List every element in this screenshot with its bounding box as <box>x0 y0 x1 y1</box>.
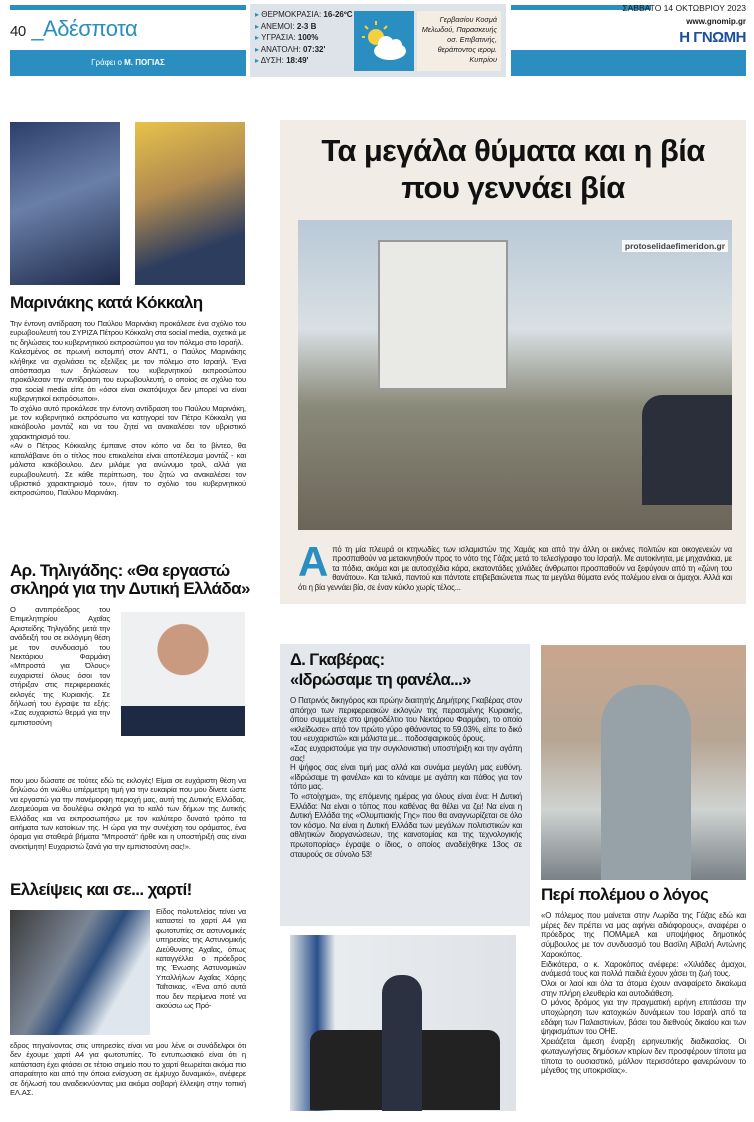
weather-box <box>250 4 506 77</box>
article-gkaveras: Ο Πατρινός δικηγόρος και πρώην διαιτητής Δημήτρης Γκαβέρας στον απόηχο των περιφερειακών εκλογών της περασμένης Κυριακής, όπου συμμετείχε στο ψηφοδέλτιο του Νεκτάριου Φαρμάκη, το οποίο «κλείδωσε» από τον πρώτο γύρο φθάνοντας το 59.03%, είπε το δικό του «ευχαριστώ» και μάλιστα με... ποδοσφαιρικούς όρους. «Σας ευχαριστούμε για την συγκλονιστική υποστήριξη και την αγάπη σας! Η ψήφος σας είναι τιμή μας αλλά και συνάμα μεγάλη μας ευθύνη. «Ιδρώσαμε τη φανέλα» και το κάναμε με αγάπη και πάθος για τον τόπο μας. Το «στοίχημα», της επόμενης ημέρας για όλους είναι ένα: Η Δυτική Ελλάδα: Να είναι ο τόπος που καθένας θα θέλει να ζει! Να είναι η Δυτική Ελλάδα της «Ολυμπιακής Γης» που θα αναγνωρίζεται σε όλο τον κόσμο. Να είναι η Δυτική Ελλάδα των μεγάλων πολιτιστικών και αθλητικών διοργανώσεων, της καινοτομίας και της τεχνολογικής πρωτοπορίας» έγραψε ο ίδιος, ο οποίος αναδείχθηκε 13ος σε σταυρούς σε σύνολο 53! <box>290 696 522 859</box>
article-paper-rest: εδρος πηγαίνοντας στις υπηρεσίες είναι να μου λένε οι συνάδελφοι ότι δεν έχουμε χαρτί Α4 για φωτοτυπίες. Το εντυπωσιακό είναι ότι η κατάσταση έχει φτάσει σε τέτοιο σημείο που το χαρτί θεωρείται ακόμα πιο απαραίτητο και από την όποια ενίσχυση σε έμψυχο δυναμικό», ανέφερε σε δήλωσή του αναδεικνύοντας μια ακόμα σοβαρή έλλειψη στην τοπική ΕΛ.ΑΣ. <box>10 1041 246 1098</box>
photo-tiligadis <box>121 612 245 736</box>
lead-text: Από τη μία πλευρά οι κτηνωδίες των ισλαμιστών της Χαμάς και από την άλλη οι εικόνες πολιτών και οικογενειών να προσπαθούν να μετακινηθούν προς το νότο της Γάζας μετά το τελεσίγραφο του Ισραήλ. Με αυτοκίνητα, με μηχανάκια, με τα πόδια, ακόμα και με αυτοσχέδια κάρα, εκατοντάδες χιλιάδες άνθρωποι προσπαθούν να ξεφύγουν από τη «ζώνη του θανάτου». Και τελικά, παντού και πάντοτε επιβεβαιώνεται πως τα μεγάλα θύματα ενός πολέμου είναι οι άμαχοι. Αλλά και ότι η βία γεννάει βία, σε έναν κύκλο χωρίς τέλος... <box>298 538 732 592</box>
weather-list <box>255 9 353 67</box>
headline-gkaveras: Δ. Γκαβέρας: «Ιδρώσαμε τη φανέλα...» <box>290 651 471 689</box>
photo-credit: protoselidaefimeridon.gr <box>622 240 728 252</box>
dropcap: Α <box>298 538 329 585</box>
gkaveras-box <box>280 644 530 926</box>
photo-gkaveras <box>290 935 516 1111</box>
section-title <box>10 16 137 42</box>
article-war: «Ο πόλεμος που μαίνεται στην Λωρίδα της Γάζας εδώ και μέρες δεν πρέπει να μας αφήνει αδιάφορους», αναφέρει ο πρόεδρος της ΠΟΜΑμεΑ και υποψήφιος δημοτικός σύμβουλος με τον συνδυασμό του Βασίλη Αϊβαλή Αντώνης Χαροκόπος. Ειδικότερα, ο κ. Χαροκόπος ανέφερε: «Χιλιάδες άμαχοι, ανάμεσά τους και πολλά παιδιά έχουν χάσει τη ζωή τους. Όλοι οι λαοί και όλα τα άτομα έχουν αναφαίρετο δικαίωμα στην πλήρη ελευθερία και αυτοδιάθεση. Ο μόνος δρόμος για την πραγματική ειρήνη επιτάσσει την υποχώρηση των κατοχικών δυνάμεων του Ισραήλ από τα εδάφη των Παλαιστινίων, βάσει του διεθνούς δικαίου και των ψηφισμάτων του ΟΗΕ. Χρειάζεται άμεση έναρξη ειρηνευτικής διαδικασίας. Οι φωταγωγήσεις δημόσιων κτιρίων δεν προσφέρουν τίποτα μα τίποτα το ουσιαστικό, μάλλον περισσότερο φανερώνουν το μέγεθος της υποκρισίας». <box>541 911 746 1076</box>
person-shape <box>601 685 691 880</box>
header-rule <box>10 5 246 10</box>
weather-temp: ▸ ΘΕΡΜΟΚΡΑΣΙΑ: 16-26ºC <box>255 9 353 21</box>
newspaper-logo: Η ΓΝΩΜΗ <box>679 29 746 46</box>
photo-kokkalis <box>135 122 245 285</box>
byline-author: Μ. ΠΟΓΙΑΣ <box>124 58 165 67</box>
article-marinakis: Την έντονη αντίδραση του Παύλου Μαρινάκη προκάλεσε ένα σχόλιο του ευρωβουλευτή του ΣΥΡΙΖΑ Πέτρου Κόκκαλη στα social media, σχετικά με τις δηλώσεις του κυβερνητικού εκπροσώπου για τον πόλεμο στο Ισραήλ. Καλεσμένος σε πρωινή εκπομπή στον ΑΝΤ1, ο Παύλος Μαρινάκης κλήθηκε να σχολιάσει τις εξελίξεις με τον πόλεμο στο Ισραήλ. Ένα απόσπασμα των δηλώσεων του κυβερνητικού εκπροσώπου προκάλεσαν την αντίδραση του ευρωβουλευτή, ο οποίος σε σχόλιο του στα social media είπε ότι «όσοι είναι σκατόψυχοι δεν μπορεί να είναι κυβερνητικοί εκπρόσωποι». Το σχόλιο αυτό προκάλεσε την έντονη αντίδραση του Παύλου Μαρινάκη, με τον κυβερνητικό εκπρόσωπο να κατηγορεί τον Πέτρο Κόκκαλη για κακόβουλο μοντάζ και να του ζητεί να ανακαλέσει τον υβριστικό χαρακτηρισμό του. «Αν ο Πέτρος Κόκκαλης έμπαινε στον κόπο να δει το βίντεο, θα καταλάβαινε ότι ο τίτλος που επικαλείται είναι αποτέλεσμα μοντάζ - και μάλιστα κακόβουλου. Δεν μιλάμε για ανώνυμο τρολ, αλλά για ευρωβουλευτή. Σε κάθε περίπτωση, του ζητώ να ανακαλέσει τον υβριστικό χαρακτηρισμό του», ήταν το σχόλιο του κυβερνητικού εκπροσώπου, Παύλου Μαρινάκη. <box>10 319 246 498</box>
photo-charokopos <box>541 645 746 880</box>
weather-sunset: ▸ ΔΥΣΗ: 18:49' <box>255 55 353 67</box>
website: www.gnomip.gr <box>686 17 746 26</box>
photo-photocopier <box>10 910 150 1035</box>
lead-story-box <box>280 120 746 604</box>
headline-paper: Ελλείψεις και σε... χαρτί! <box>10 880 192 899</box>
partly-cloudy-icon <box>354 11 414 71</box>
byline-band <box>10 50 246 76</box>
page-number: 40 <box>10 23 26 40</box>
car-shape <box>642 395 732 505</box>
headline-war: Περί πολέμου ο λόγος <box>541 885 709 904</box>
weather-wind: ▸ ΑΝΕΜΟΙ: 2-3 B <box>255 21 353 33</box>
saints-of-day: Γερβασίου Κοσμά Μελωδού, Παρασκευής οσ. Επιβατινής, θεράποντος ιερομ. Κυπρίου <box>417 11 501 71</box>
photo-gaza-evacuation <box>298 220 732 530</box>
issue-date: ΣΑΒΒΑΤΟ 14 ΟΚΤΩΒΡΙΟΥ 2023 <box>622 3 746 13</box>
section-name: _Αδέσποτα <box>31 16 138 41</box>
person-shape <box>382 975 422 1111</box>
article-tiligadis-rest: που μου δώσατε σε τούτες εδώ τις εκλογές! Είμαι σε ευχάριστη θέση να δηλώσω ότι νιώθω υπέρμετρη τιμή για την ευκαιρία που μου δίνετε ώστε να εργαστώ για την πανέμορφη περιοχή μας, αυτή της Δυτικής Ελλάδας. Δεσμεύομαι να δουλέψω σκληρά για το καλό των δήμων της Δυτικής Ελλάδας και να εκπροσωπήσω με τον καλύτερο δυνατό τρόπο τα αιτήματα των κατοίκων της. Η ώρα για την συνέχιση του οράματος, ένα όραμα για σταθερά βήματα "Μπροστά" ήρθε και η υποστήριξή σας είναι ανεκτίμητη! Ευχαριστώ ξανά για την εμπιστοσύνη σας!». <box>10 776 246 851</box>
lead-headline: Τα μεγάλα θύματα και η βία που γεννάει βία <box>321 133 705 205</box>
article-tiligadis-intro: Ο αντιπρόεδρος του Επιμελητηρίου Αχαΐας Αριστείδης Τηλιγάδης μετά την ανάδειξή του σε εκλόγιμη θέση με τον συνδυασμό του Νεκτάριου Φαρμάκη «Μπροστά για Όλους» ευχαριστεί όλους όσοι τον στήριξαν στις περιφερειακές εκλογές της Κυριακής. Σε δήλωσή του έγραψε τα εξής: «Σας ευχαριστώ θερμά για την εμπιστοσύνη <box>10 605 110 727</box>
header-band-right <box>511 50 746 76</box>
weather-sunrise: ▸ ΑΝΑΤΟΛΗ: 07:32' <box>255 44 353 56</box>
headline-tiligadis: Αρ. Τηλιγάδης: «Θα εργαστώ σκληρά για την Δυτική Ελλάδα» <box>10 561 250 598</box>
truck-shape <box>378 240 508 390</box>
weather-humidity: ▸ ΥΓΡΑΣΙΑ: 100% <box>255 32 353 44</box>
article-paper-side: Είδος πολυτελείας τείνει να καταστεί το χαρτί Α4 για φωτοτυπίες σε αστυνομικές υπηρεσίες της Αστυνομικής Διεύθυνσης Αχαΐας, όπως καταγγέλλει ο πρόεδρος της Ένωσης Αστυνομικών Υπαλλήλων Αχαΐας Χάρης Ταΐτσικας. «Ένα από αυτά που δεν περίμενα ποτέ να ακούσω ως Πρό- <box>156 907 246 1011</box>
headline-marinakis: Μαρινάκης κατά Κόκκαλη <box>10 293 203 312</box>
byline-prefix: Γράφει ο <box>91 58 125 67</box>
photo-marinakis <box>10 122 120 285</box>
